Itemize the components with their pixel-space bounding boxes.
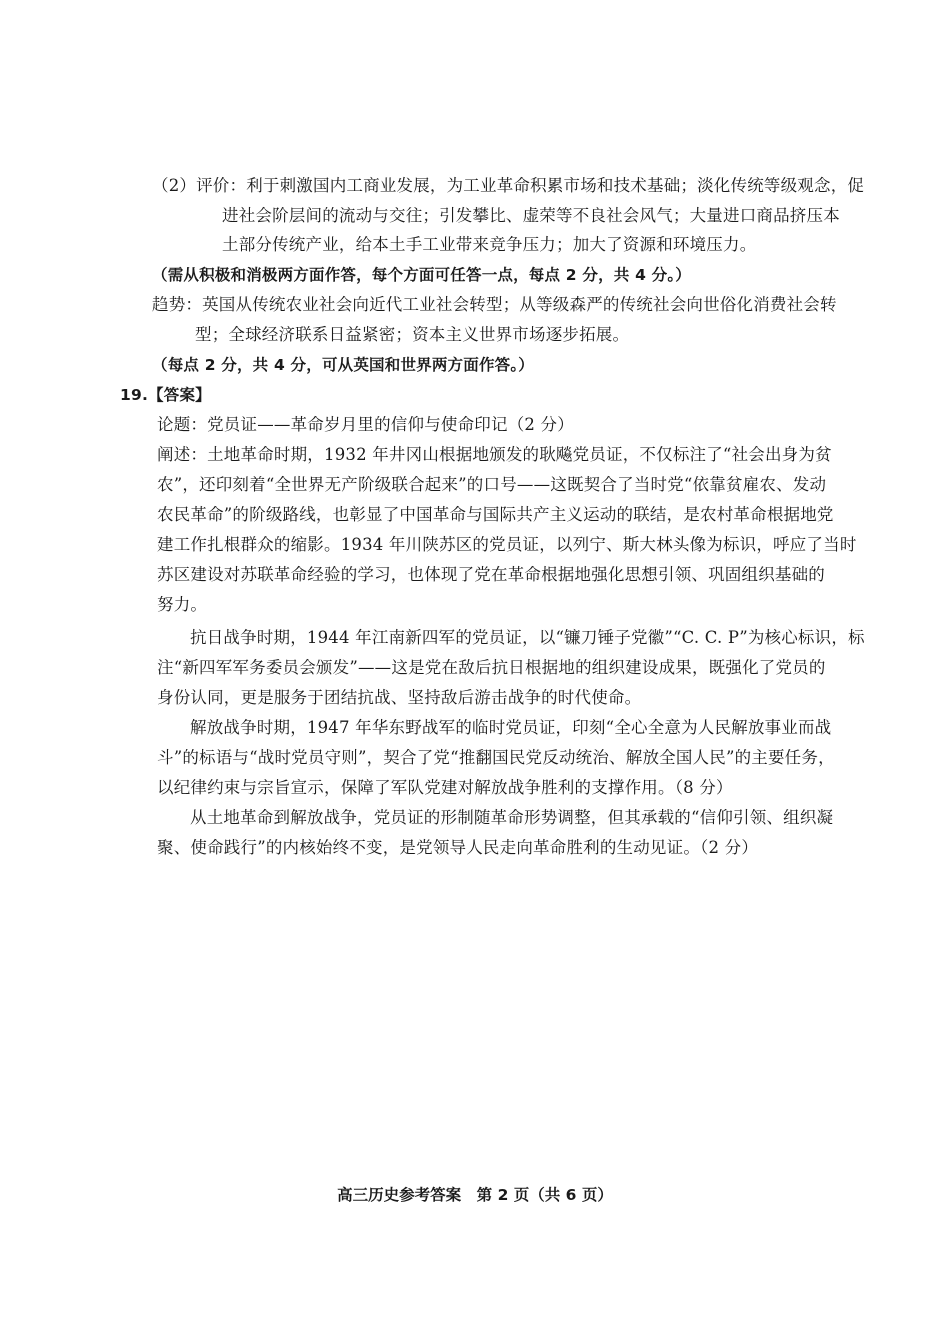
eval-line-1: （2）评价：利于刺激国内工商业发展，为工业革命积累市场和技术基础；淡化传统等级观念，促 bbox=[152, 176, 865, 195]
q19-para1-line-1: 阐述：土地革命时期，1932 年井冈山根据地颁发的耿飚党员证，不仅标注了“社会出身为贫 bbox=[157, 445, 832, 464]
trend-line-1: 趋势：英国从传统农业社会向近代工业社会转型；从等级森严的传统社会向世俗化消费社会转 bbox=[152, 295, 837, 314]
q19-para2-line-3: 身份认同，更是服务于团结抗战、坚持敌后游击战争的时代使命。 bbox=[157, 688, 642, 707]
q19-para1-line-5: 苏区建设对苏联革命经验的学习，也体现了党在革命根据地强化思想引领、巩固组织基础的 bbox=[157, 565, 825, 584]
q19-para1-line-3: 农民革命”的阶级路线，也彰显了中国革命与国际共产主义运动的联结，是农村革命根据地党 bbox=[157, 505, 834, 524]
q19-para2-line-1: 抗日战争时期，1944 年江南新四军的党员证，以“镰刀锤子党徽”“C. C. P”为核心标识，标 bbox=[190, 628, 865, 647]
q19-heading: 19.【答案】 bbox=[120, 386, 211, 404]
eval-line-2: 进社会阶层间的流动与交往；引发攀比、虚荣等不良社会风气；大量进口商品挤压本 bbox=[222, 206, 840, 225]
trend-scoring-note: （每点 2 分，共 4 分，可从英国和世界两方面作答。） bbox=[152, 356, 535, 374]
eval-line-3: 土部分传统产业，给本土手工业带来竞争压力；加大了资源和环境压力。 bbox=[222, 235, 757, 254]
q19-para3-line-2: 斗”的标语与“战时党员守则”，契合了党“推翻国民党反动统治、解放全国人民”的主要任务， bbox=[157, 748, 835, 767]
q19-para3-line-3: 以纪律约束与宗旨宣示，保障了军队党建对解放战争胜利的支撑作用。（8 分） bbox=[157, 778, 733, 797]
q19-para1-line-2: 农”，还印刻着“全世界无产阶级联合起来”的口号——这既契合了当时党“依靠贫雇农、发动 bbox=[157, 475, 827, 494]
q19-para4-line-2: 聚、使命践行”的内核始终不变，是党领导人民走向革命胜利的生动见证。（2 分） bbox=[157, 838, 759, 857]
q19-para1-line-4: 建工作扎根群众的缩影。1934 年川陕苏区的党员证，以列宁、斯大林头像为标识，呼应了当时 bbox=[157, 535, 857, 554]
q19-para3-line-1: 解放战争时期，1947 年华东野战军的临时党员证，印刻“全心全意为人民解放事业而战 bbox=[190, 718, 832, 737]
eval-scoring-note: （需从积极和消极两方面作答，每个方面可任答一点，每点 2 分，共 4 分。） bbox=[152, 266, 692, 284]
q19-para2-line-2: 注“新四军军务委员会颁发”——这是党在敌后抗日根据地的组织建设成果，既强化了党员的 bbox=[157, 658, 826, 677]
q19-para1-line-6: 努力。 bbox=[157, 595, 208, 614]
page-footer: 高三历史参考答案 第 2 页（共 6 页） bbox=[337, 1186, 613, 1204]
q19-thesis: 论题：党员证——革命岁月里的信仰与使命印记（2 分） bbox=[157, 415, 574, 434]
q19-para4-line-1: 从土地革命到解放战争，党员证的形制随革命形势调整，但其承载的“信仰引领、组织凝 bbox=[190, 808, 834, 827]
trend-line-2: 型；全球经济联系日益紧密；资本主义世界市场逐步拓展。 bbox=[195, 325, 630, 344]
